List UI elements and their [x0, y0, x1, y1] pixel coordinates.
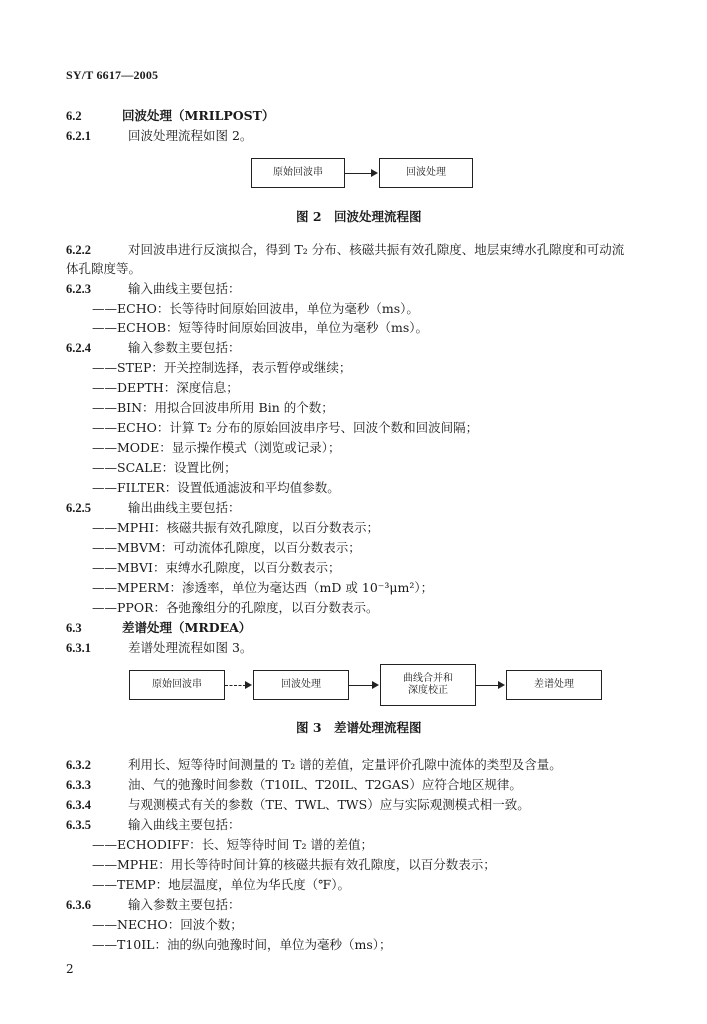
- page-number: 2: [66, 962, 74, 976]
- list-item: ——T10IL：油的纵向弛豫时间，单位为毫秒（ms）；: [92, 937, 392, 952]
- flow-arrow-line: [349, 685, 373, 686]
- list-item: ——MPHE：用长等待时间计算的核磁共振有效孔隙度，以百分数表示；: [92, 857, 496, 872]
- flow-arrow-line: [225, 685, 246, 686]
- clause-text: 利用长、短等待时间测量的 T₂ 谱的差值，定量评价孔隙中流体的类型及含量。: [128, 757, 562, 772]
- clause-6-3-6: [66, 897, 241, 913]
- clause-6-3-4: [66, 797, 530, 813]
- clause-number: 6.2.2: [66, 243, 91, 257]
- clause-number: 6.3.5: [66, 818, 91, 832]
- list-item: ——ECHO：计算 T₂ 分布的原始回波串序号、回波个数和回波间隔；: [92, 420, 479, 435]
- box-label-line1: 曲线合并和: [403, 673, 453, 684]
- list-item: ——ECHO：长等待时间原始回波串，单位为毫秒（ms）。: [92, 301, 419, 316]
- clause-text: 输出曲线主要包括：: [128, 500, 241, 515]
- flow-box-echo-processing: 回波处理: [379, 158, 473, 188]
- section-6-2-heading: [66, 108, 274, 124]
- list-item: ——DEPTH：深度信息；: [92, 380, 239, 395]
- clause-text: 输入参数主要包括：: [128, 340, 241, 355]
- figure-2-caption: 图 2 回波处理流程图: [296, 209, 422, 224]
- clause-number: 6.3.6: [66, 898, 91, 912]
- clause-text: 油、气的弛豫时间参数（T10IL、T20IL、T2GAS）应符合地区规律。: [128, 777, 522, 792]
- clause-6-2-2-continuation: 体孔隙度等。: [66, 261, 142, 276]
- flow-box-difference-spectrum-processing: 差谱处理: [506, 670, 602, 700]
- arrow-head-icon: [372, 681, 379, 689]
- section-title: 差谱处理（MRDEA）: [122, 620, 252, 635]
- clause-text: 输入曲线主要包括：: [128, 817, 241, 832]
- list-item: ——MODE：显示操作模式（浏览或记录）；: [92, 440, 341, 455]
- clause-text: 输入参数主要包括：: [128, 897, 241, 912]
- clause-text-line1: 对回波串进行反演拟合，得到 T₂ 分布、核磁共振有效孔隙度、地层束缚水孔隙度和可动流: [128, 242, 625, 257]
- flow-box-echo-processing: 回波处理: [253, 670, 349, 700]
- flow-box-raw-echo-train: 原始回波串: [251, 158, 345, 188]
- figure-3-caption: 图 3 差谱处理流程图: [296, 720, 422, 735]
- list-item: ——MBVM：可动流体孔隙度，以百分数表示；: [92, 540, 361, 555]
- list-item: ——FILTER：设置低通滤波和平均值参数。: [92, 480, 340, 495]
- section-6-3-heading: [66, 620, 251, 636]
- clause-text: 差谱处理流程如图 3。: [128, 640, 253, 655]
- arrow-head-icon: [245, 681, 252, 689]
- list-item: ——TEMP：地层温度，单位为华氏度（℉）。: [92, 877, 351, 892]
- clause-number: 6.2.5: [66, 501, 91, 515]
- flow-arrow-line: [345, 173, 372, 174]
- clause-6-3-5: [66, 817, 241, 833]
- clause-6-3-1: [66, 640, 252, 656]
- clause-number: 6.2.4: [66, 341, 91, 355]
- arrow-head-icon: [498, 681, 505, 689]
- clause-number: 6.3.2: [66, 758, 91, 772]
- clause-number: 6.3.4: [66, 798, 91, 812]
- list-item: ——ECHODIFF：长、短等待时间 T₂ 谱的差值；: [92, 837, 373, 852]
- clause-6-2-3: [66, 281, 241, 297]
- section-number: 6.2: [66, 109, 82, 123]
- clause-6-2-1: [66, 128, 252, 144]
- clause-6-2-4: [66, 340, 241, 356]
- clause-number: 6.3.3: [66, 778, 91, 792]
- clause-6-2-5: [66, 500, 241, 516]
- clause-text: 与观测模式有关的参数（TE、TWL、TWS）应与实际观测模式相一致。: [128, 797, 530, 812]
- list-item: ——NECHO：回波个数；: [92, 917, 243, 932]
- list-item: ——MPHI：核磁共振有效孔隙度，以百分数表示；: [92, 520, 380, 535]
- list-item: ——MBVI：束缚水孔隙度，以百分数表示；: [92, 560, 341, 575]
- flow-box-curve-merge-depth-correction: [380, 664, 476, 706]
- box-label-line2: 深度校正: [408, 685, 448, 696]
- list-item: ——MPERM：渗透率，单位为毫达西（mD 或 10⁻³μm²）；: [92, 580, 434, 595]
- clause-number: 6.2.3: [66, 282, 91, 296]
- clause-number: 6.3.1: [66, 641, 91, 655]
- section-title: 回波处理（MRILPOST）: [122, 108, 275, 123]
- clause-6-3-2: [66, 757, 562, 773]
- clause-text: 输入曲线主要包括：: [128, 281, 241, 296]
- clause-number: 6.2.1: [66, 129, 91, 143]
- flow-box-raw-echo-train: 原始回波串: [129, 670, 225, 700]
- clause-6-2-2: [66, 242, 624, 258]
- list-item: ——BIN：用拟合回波串所用 Bin 的个数；: [92, 400, 334, 415]
- list-item: ——SCALE：设置比例；: [92, 460, 237, 475]
- list-item: ——PPOR：各弛豫组分的孔隙度，以百分数表示。: [92, 600, 379, 615]
- list-item: ——STEP：开关控制选择，表示暂停或继续；: [92, 360, 352, 375]
- flow-arrow-line: [476, 685, 499, 686]
- standard-code-header: SY/T 6617—2005: [66, 68, 159, 82]
- section-number: 6.3: [66, 621, 82, 635]
- clause-6-3-3: [66, 777, 522, 793]
- list-item: ——ECHOB：短等待时间原始回波串，单位为毫秒（ms）。: [92, 320, 429, 335]
- clause-text: 回波处理流程如图 2。: [128, 128, 253, 143]
- arrow-head-icon: [371, 169, 378, 177]
